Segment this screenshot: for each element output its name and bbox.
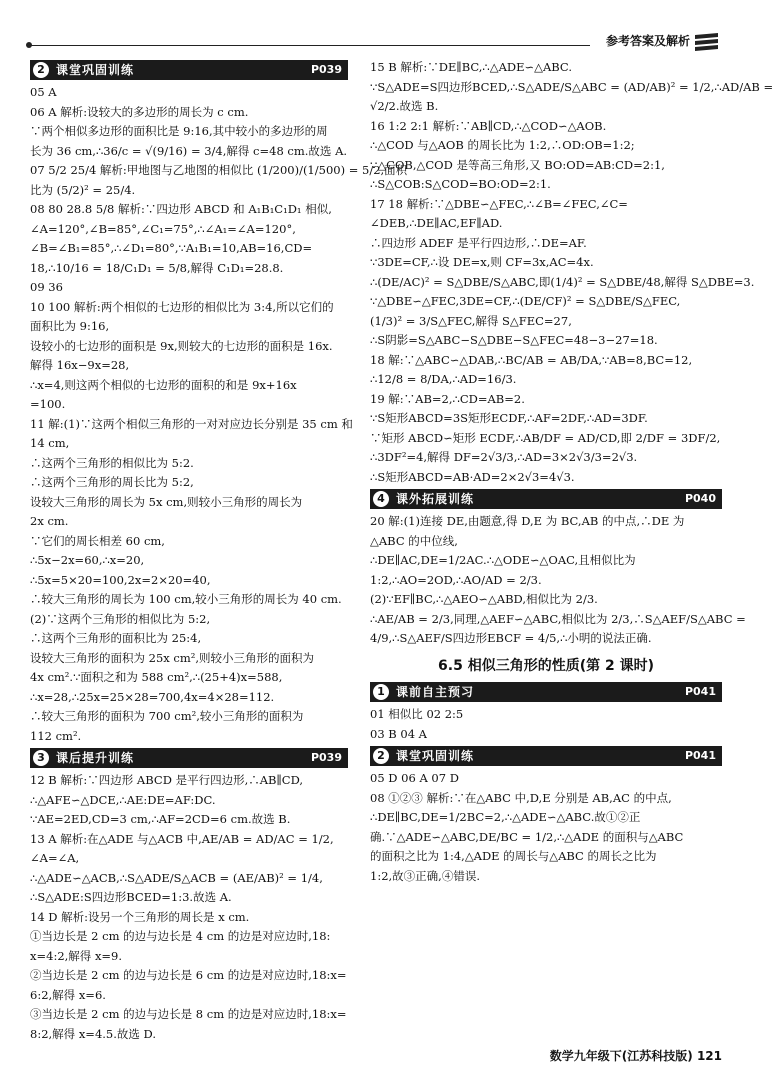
stacked-books-icon: [694, 31, 720, 53]
answer-line: △ABC 的中位线,: [370, 533, 458, 548]
section-title: 课后提升训练: [56, 751, 135, 765]
answer-line: 的面积之比为 1:4,△ADE 的周长与△ABC 的周长之比为: [370, 849, 657, 863]
answer-line: 05 A: [30, 85, 57, 99]
answer-line: ∵S△ADE=S四边形BCED,∴S△ADE/S△ABC = (AD/AB)² = 1/2,∴AD/AB =: [370, 79, 773, 94]
answer-line: 解得 16x−9x=28,: [30, 358, 130, 372]
section-title: 课堂巩固训练: [396, 749, 475, 763]
section-number-badge: 1: [373, 684, 389, 700]
section-page-ref: P041: [684, 685, 716, 698]
answer-line: 确.∵△ADE∽△ABC,DE/BC = 1/2,∴△ADE 的面积与△ABC: [370, 829, 684, 844]
answer-line: 09 36: [30, 280, 63, 294]
section-title: 课外拓展训练: [396, 492, 475, 506]
answer-line: ∠A=∠A,: [30, 851, 80, 865]
answer-line: 设较大三角形的面积为 25x cm²,则较小三角形的面积为: [30, 650, 315, 665]
answer-line: ∴这两个三角形的周长比为 5:2,: [30, 475, 194, 489]
answer-line: ∴DE∥AC,DE=1/2AC.∴△ODE∽△OAC,且相似比为: [370, 553, 636, 567]
answer-line: (2)∵EF∥BC,∴△AEO∽△ABD,相似比为 2/3.: [370, 592, 598, 606]
answer-line: ∴这两个三角形的相似比为 5:2.: [30, 455, 194, 470]
answer-line: 长为 36 cm,∴36/c = √(9/16) = 3/4,解得 c=48 cm.故选 A.: [30, 143, 348, 158]
answer-line: 01 相似比 02 2:5: [370, 707, 464, 721]
answer-line: ∴5x=5×20=100,2x=2×20=40,: [30, 572, 211, 587]
answer-line: ∵它们的周长相差 60 cm,: [30, 533, 165, 548]
answer-line: ∵S矩形ABCD=3S矩形ECDF,∴AF=2DF,∴AD=3DF.: [370, 411, 648, 425]
section-bar: [370, 682, 722, 702]
section-bar: [370, 746, 722, 766]
answer-line: ∴较大三角形的周长为 100 cm,较小三角形的周长为 40 cm.: [30, 592, 342, 606]
answer-line: 08 ①②③ 解析:∵在△ABC 中,D,E 分别是 AB,AC 的中点,: [370, 790, 672, 805]
answer-line: 07 5/2 25/4 解析:甲地图与乙地图的相似比 (1/200)/(1/500) = 5/2,面积: [30, 163, 408, 177]
section-number-badge: 3: [33, 750, 49, 766]
section-number-badge: 4: [373, 491, 389, 507]
answer-line: ∴x=4,则这两个相似的七边形的面积的和是 9x+16x: [30, 377, 297, 392]
answer-line: ∵3DE=CF,∴设 DE=x,则 CF=3x,AC=4x.: [370, 255, 594, 269]
answer-line: 13 A 解析:在△ADE 与△ACB 中,AE/AB = AD/AC = 1/2,: [30, 831, 334, 846]
answer-line: ∴△COD 与△AOB 的周长比为 1:2,∴OD:OB=1:2;: [370, 138, 635, 152]
section-bar: [30, 748, 348, 768]
header-title: 参考答案及解析: [605, 34, 690, 48]
answer-line: 17 18 解析:∵△DBE∽△FEC,∴∠B=∠FEC,∠C=: [370, 196, 628, 211]
answer-line: ∵矩形 ABCD∽矩形 ECDF,∴AB/DF = AD/CD,即 2/DF = 3DF/2,: [370, 430, 721, 445]
answer-line: 06 A 解析:设较大的多边形的周长为 c cm.: [30, 104, 249, 119]
section-page-ref: P040: [684, 492, 716, 505]
answer-line: ∴3DF²=4,解得 DF=2√3/3,∴AD=3×2√3/3=2√3.: [370, 450, 638, 464]
section-number-badge: 2: [33, 62, 49, 78]
section-number-badge: 2: [373, 748, 389, 764]
answer-line: ∠B=∠B₁=85°,∴∠D₁=80°,∵A₁B₁=10,AB=16,CD=: [30, 241, 313, 255]
answer-line: ∴四边形 ADEF 是平行四边形,∴DE=AF.: [370, 235, 587, 250]
answer-line: 18,∴10/16 = 18/C₁D₁ = 5/8,解得 C₁D₁=28.8.: [30, 260, 284, 275]
answer-line: 1:2,∴AO=2OD,∴AO/AD = 2/3.: [370, 572, 542, 587]
section-page-ref: P039: [310, 751, 342, 764]
answer-line: 19 解:∵AB=2,∴CD=AB=2.: [370, 391, 525, 406]
answer-line: 03 B 04 A: [370, 726, 427, 741]
answer-line: 比为 (5/2)² = 25/4.: [30, 182, 136, 197]
answer-line: (2)∵这两个三角形的相似比为 5:2,: [30, 611, 211, 626]
right-column: [370, 58, 773, 886]
section-bar: [370, 489, 722, 509]
answer-line: 20 解:(1)连接 DE,由题意,得 D,E 为 BC,AB 的中点,∴DE 为: [370, 514, 685, 528]
answer-line: x=4:2,解得 x=9.: [30, 948, 123, 963]
answer-line: ∴S阴影=S△ABC−S△DBE−S△FEC=48−3−27=18.: [370, 333, 658, 347]
answer-line: ∴△ADE∽△ACB,∴S△ADE/S△ACB = (AE/AB)² = 1/4,: [30, 870, 323, 885]
answer-line: ∠DEB,∴DE∥AC,EF∥AD.: [370, 216, 503, 230]
answer-line: ∴S△COB:S△COD=BO:OD=2:1.: [370, 177, 551, 191]
chapter-heading: 6.5 相似三角形的性质(第 2 课时): [438, 657, 654, 674]
answer-line: ∴S矩形ABCD=AB·AD=2×2√3=4√3.: [370, 469, 575, 484]
answer-line: ∴x=28,∴25x=25×28=700,4x=4×28=112.: [30, 689, 275, 704]
answer-line: (1/3)² = 3/S△FEC,解得 S△FEC=27,: [370, 313, 572, 328]
answer-line: 6:2,解得 x=6.: [30, 987, 106, 1002]
answer-line: ∴较大三角形的面积为 700 cm²,较小三角形的面积为: [30, 709, 304, 723]
answer-line: 05 D 06 A 07 D: [370, 771, 459, 785]
answer-line: 1:2,故③正确,④错误.: [370, 868, 480, 883]
answer-line: 14 D 解析:设另一个三角形的周长是 x cm.: [30, 909, 250, 924]
answer-line: ③当边长是 2 cm 的边与边长是 8 cm 的边是对应边时,18:x=: [30, 1007, 347, 1021]
answer-line: ①当边长是 2 cm 的边与边长是 4 cm 的边是对应边时,18:: [30, 929, 331, 943]
answer-line: 08 80 28.8 5/8 解析:∵四边形 ABCD 和 A₁B₁C₁D₁ 相似,: [30, 202, 332, 216]
answer-line: √2/2.故选 B.: [370, 99, 439, 113]
answer-line: ∵△COB,△COD 是等高三角形,又 BO:OD=AB:CD=2:1,: [370, 157, 665, 172]
answer-line: ∴S△ADE:S四边形BCED=1:3.故选 A.: [30, 890, 232, 904]
header-rule: [30, 45, 590, 46]
answer-line: ∴5x−2x=60,∴x=20,: [30, 553, 145, 567]
answer-line: 112 cm².: [30, 728, 82, 743]
answer-line: ∴AE/AB = 2/3,同理,△AEF∽△ABC,相似比为 2/3,∴S△AEF/S△ABC =: [370, 611, 746, 626]
answer-line: 14 cm,: [30, 436, 70, 450]
answer-line: 8:2,解得 x=4.5.故选 D.: [30, 1026, 157, 1041]
answer-line: 2x cm.: [30, 514, 69, 528]
answer-line: 16 1:2 2:1 解析:∵AB∥CD,∴△COD∽△AOB.: [370, 118, 607, 133]
answer-line: ∴(DE/AC)² = S△DBE/S△ABC,即(1/4)² = S△DBE/48,解得 S△DBE=3.: [370, 274, 755, 289]
answer-line: 设较大三角形的周长为 5x cm,则较小三角形的周长为: [30, 494, 303, 509]
answer-line: 12 B 解析:∵四边形 ABCD 是平行四边形,∴AB∥CD,: [30, 773, 304, 787]
answer-line: 设较小的七边形的面积是 9x,则较大的七边形的面积是 16x.: [30, 338, 333, 353]
answer-line: =100.: [30, 397, 66, 411]
answer-line: ∵△DBE∽△FEC,3DE=CF,∴(DE/CF)² = S△DBE/S△FEC,: [370, 294, 681, 308]
section-bar: [30, 60, 348, 80]
answer-line: ∴△AFE∽△DCE,∴AE:DE=AF:DC.: [30, 792, 216, 807]
answer-line: 10 100 解析:两个相似的七边形的相似比为 3:4,所以它们的: [30, 299, 334, 314]
answer-line: ∴DE∥BC,DE=1/2BC=2,∴△ADE∽△ABC.故①②正: [370, 810, 641, 824]
answer-line: ②当边长是 2 cm 的边与边长是 6 cm 的边是对应边时,18:x=: [30, 968, 347, 982]
answer-line: ∴12/8 = 8/DA,∴AD=16/3.: [370, 372, 517, 386]
page-footer: 数学九年级下(江苏科技版) 121: [549, 1049, 722, 1063]
answer-line: 18 解:∵△ABC∽△DAB,∴BC/AB = AB/DA,∵AB=8,BC=12,: [370, 352, 693, 367]
section-page-ref: P041: [684, 749, 716, 762]
section-title: 课前自主预习: [396, 685, 475, 699]
answer-line: 15 B 解析:∵DE∥BC,∴△ADE∽△ABC.: [370, 60, 572, 74]
page-header: [30, 34, 720, 50]
answer-line: ∠A=120°,∠B=85°,∠C₁=75°,∴∠A₁=∠A=120°,: [30, 221, 296, 236]
section-page-ref: P039: [310, 63, 342, 76]
answer-line: 4x cm².∵面积之和为 588 cm²,∴(25+4)x=588,: [30, 670, 283, 684]
answer-line: ∵AE=2ED,CD=3 cm,∴AF=2CD=6 cm.故选 B.: [30, 812, 291, 826]
section-title: 课堂巩固训练: [56, 63, 135, 77]
answer-line: 面积比为 9:16,: [30, 319, 110, 333]
answer-line: 4/9,∴S△AEF/S四边形EBCF = 4/5,∴小明的说法正确.: [370, 631, 652, 645]
answer-line: 11 解:(1)∵这两个相似三角形的一对对应边长分别是 35 cm 和: [30, 416, 353, 431]
answer-line: ∴这两个三角形的面积比为 25:4,: [30, 631, 202, 645]
answer-line: ∵两个相似多边形的面积比是 9:16,其中较小的多边形的周: [30, 124, 328, 138]
